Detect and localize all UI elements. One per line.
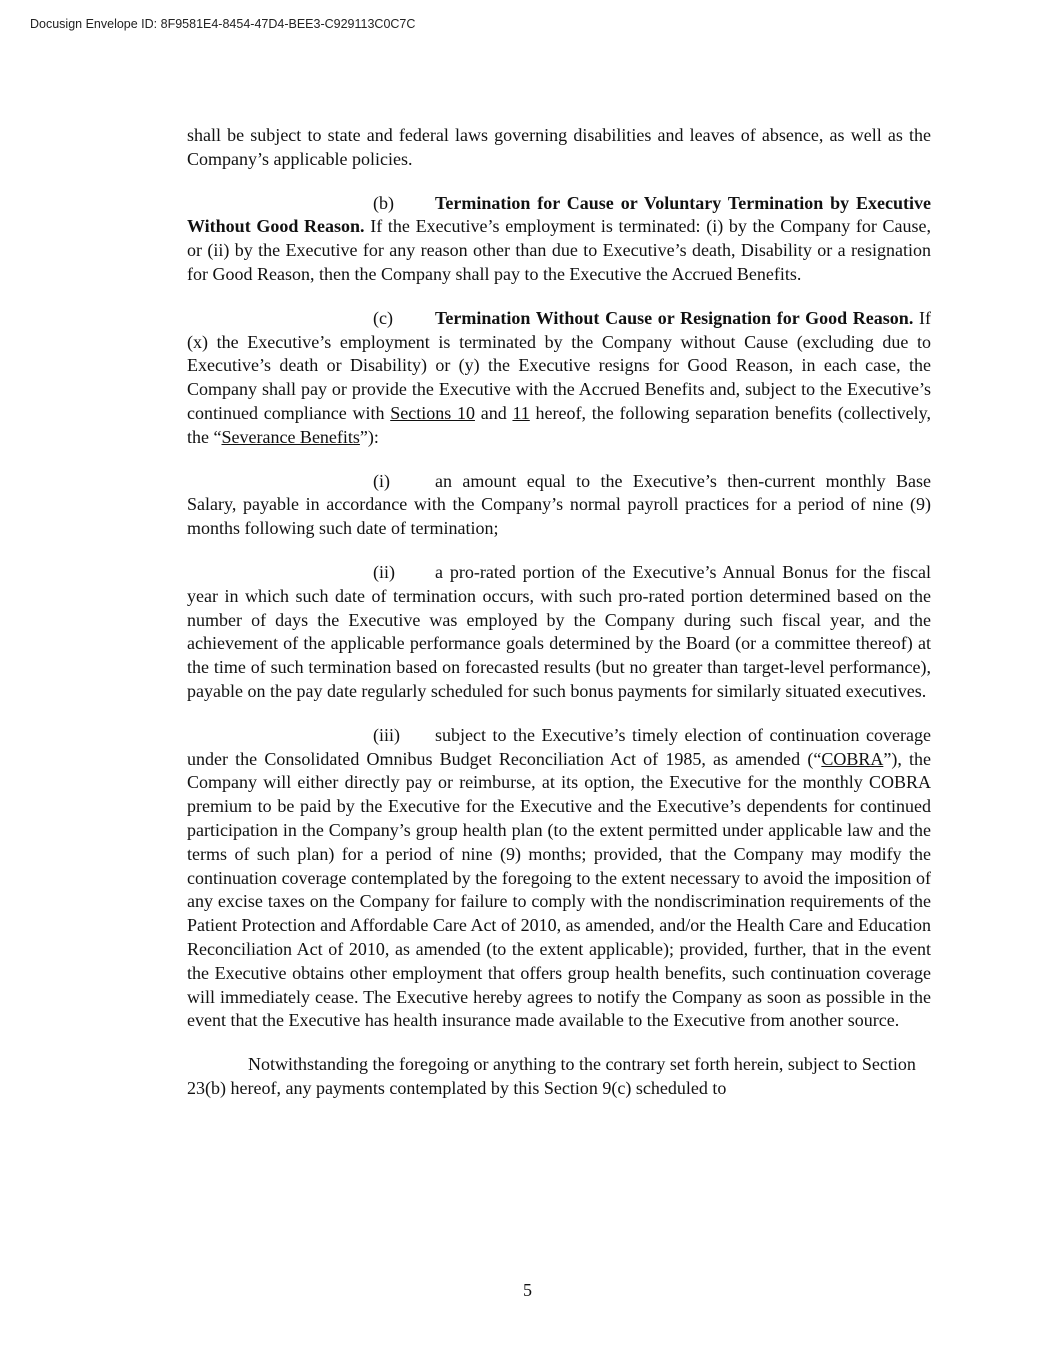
section-b [187,192,931,287]
section-11-ref: 11 [512,402,530,423]
severance-benefits-term: Severance Benefits [221,426,360,447]
clause-ii-label: (ii) [373,561,395,582]
clause-iii-text-2: ”), the Company will either directly pay or reimburse, at its option, the Executive for the monthly COBRA premium to be paid by the Executive for the Executive and the Executive’s dependents for continued participation in the Company’s group health plan (to the extent permitted under applicable law and the terms of such plan) for a period of nine (9) months; provided, that the Company may modify the continuation coverage contemplated by the foregoing to the extent necessary to avoid the imposition of any excise taxes on the Company for failure to comply with the nondiscrimination requirements of the Patient Protection and Affordable Care Act of 2010, as amended, and/or the Health Care and Education Reconciliation Act of 2010, as amended (to the extent applicable); provided, further, that in the event the Executive obtains other employment that offers group health benefits, such continuation coverage will immediately cease. The Executive hereby agrees to notify the Company as soon as possible in the event that the Executive has health insurance made available to the Executive from another source. [187,748,931,1031]
envelope-id: Docusign Envelope ID: 8F9581E4-8454-47D4-BEE3-C929113C0C7C [30,17,416,31]
paragraph-notwithstanding-text: Notwithstanding the foregoing or anything to the contrary set forth herein, subject to Section 23(b) hereof, any payments contemplated by this Section 9(c) scheduled to [187,1054,916,1098]
clause-iii-label: (iii) [373,724,400,745]
section-b-label: (b) [373,192,394,213]
section-b-heading: Termination for Cause or Voluntary Termination by Executive Without Good Reason. [187,192,931,237]
cobra-term: COBRA [821,748,884,769]
section-b-text: If the Executive’s employment is terminated: (i) by the Company for Cause, or (ii) by the Executive for any reason other than due to Executive’s death, Disability or a resignation for Good Reason, then the Company shall pay to the Executive the Accrued Benefits. [187,216,932,284]
section-c-heading: Termination Without Cause or Resignation for Good Reason. [435,307,914,328]
section-c-label: (c) [373,307,393,328]
section-c-and: and [480,402,507,423]
section-c [187,307,931,450]
paragraph-notwithstanding [187,1053,931,1101]
clause-ii [187,561,931,704]
section-c-text: If (x) the Executive’s employment is terminated by the Company without Cause (excluding due to Executive’s death or Disability) or (y) the Executive resigns for Good Reason, in each case, the Company shall pay or provide the Executive with the Accrued Benefits and, subject to the Executive’s continued compliance with [187,307,932,423]
clause-iii [187,724,931,1033]
clause-i [187,470,931,541]
clause-ii-text: a pro-rated portion of the Executive’s Annual Bonus for the fiscal year in which such date of termination occurs, with such pro-rated portion determined based on the number of days the Executive was employed by the Company during such fiscal year, and the achievement of the applicable performance goals determined by the Board (or a committee thereof) at the time of such termination based on forecasted results (but no greater than target-level performance), payable on the pay date regularly scheduled for such bonus payments for similarly situated executives. [187,561,931,701]
document-body [187,124,931,1121]
section-c-text-2: hereof, the following separation benefits (collectively, the “ [187,402,931,447]
section-c-text-3: ”): [359,426,379,447]
paragraph-continuation: shall be subject to state and federal laws governing disabilities and leaves of absence, as well as the Company’s applicable policies. [187,125,931,169]
clause-iii-text: subject to the Executive’s timely election of continuation coverage under the Consolidated Omnibus Budget Reconciliation Act of 1985, as amended (“ [187,724,931,769]
sections-10-ref: Sections 10 [390,402,475,423]
clause-i-label: (i) [373,470,390,491]
page-number: 5 [523,1280,532,1300]
clause-i-text: an amount equal to the Executive’s then-current monthly Base Salary, payable in accordance with the Company’s normal payroll practices for a period of nine (9) months following such date of termination; [187,470,931,539]
